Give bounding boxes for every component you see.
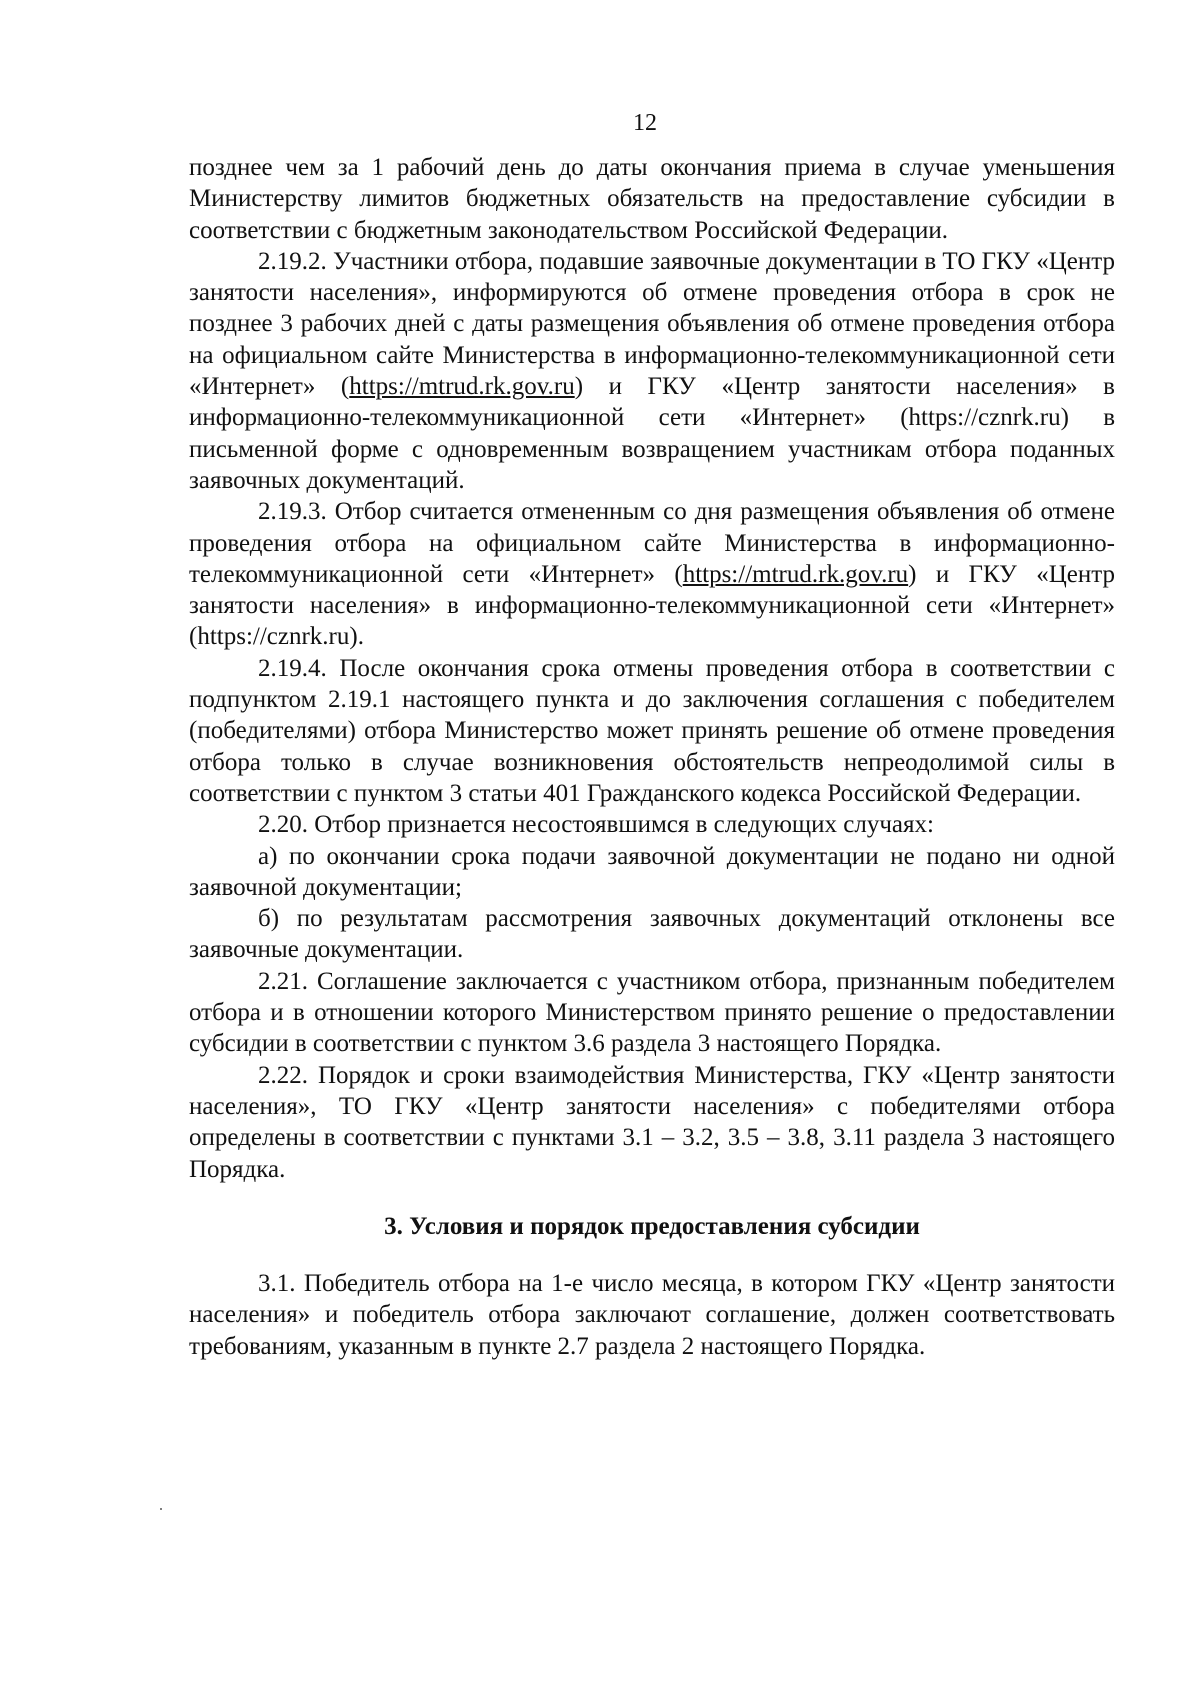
paragraph-2-22: 2.22. Порядок и сроки взаимодействия Министерства, ГКУ «Центр занятости населения», ТО ГКУ «Центр занятости населения» с победителями отбора определены в соответствии с пунктами 3.1 – 3.2, 3.5 – 3.8, 3.11 раздела 3 настоящего Порядка.	[189, 1061, 1115, 1183]
paragraph-2-20: 2.20. Отбор признается несостоявшимся в следующих случаях:	[258, 811, 934, 839]
paragraph-2-19-3	[189, 496, 1115, 652]
section-heading: 3. Условия и порядок предоставления субсидии	[384, 1212, 920, 1240]
document-body	[189, 152, 1115, 1362]
paragraph-3-1: 3.1. Победитель отбора на 1-е число месяца, в котором ГКУ «Центр занятости населения» и победитель отбора заключают соглашение, должен соответствовать требованиям, указанным в пункте 2.7 раздела 2 настоящего Порядка.	[189, 1270, 1115, 1360]
paragraph-text: 2.19.3. Отбор считается отмененным со дня размещения объявления об отмене проведения отбора на официальном сайте Министерства в информационно-телекоммуникационной сети «Интернет» (	[189, 498, 1115, 588]
mtrud-link[interactable]: https://mtrud.rk.gov.ru	[682, 560, 909, 588]
paragraph-continuation: позднее чем за 1 рабочий день до даты окончания приема в случае уменьшения Министерству лимитов бюджетных обязательств на предоставление субсидии в соответствии с бюджетным законодательством Российской Федерации.	[189, 154, 1115, 244]
paragraph-text: ) и ГКУ «Центр занятости населения» в информационно-телекоммуникационной сети «Интернет» (https://cznrk.ru) в письменной форме с одновременным возвращением участникам отбора поданных заявочных документаций.	[189, 373, 1115, 494]
paragraph-2-21: 2.21. Соглашение заключается с участником отбора, признанным победителем отбора и в отношении которого Министерством принято решение о предоставлении субсидии в соответствии с пунктом 3.6 раздела 3 настоящего Порядка.	[189, 967, 1115, 1058]
paragraph-2-20-a: а) по окончании срока подачи заявочной документации не подано ни одной заявочной документации;	[189, 842, 1115, 901]
mtrud-link[interactable]: https://mtrud.rk.gov.ru	[349, 373, 575, 401]
paragraph-text: ) и ГКУ «Центр занятости населения» в информационно-телекоммуникационной сети «Интернет» (https://cznrk.ru).	[189, 560, 1115, 651]
scan-speck	[160, 1508, 162, 1510]
page-number: 12	[633, 110, 657, 136]
paragraph-2-19-4: 2.19.4. После окончания срока отмены проведения отбора в соответствии с подпунктом 2.19.1 настоящего пункта и до заключения соглашения с победителем (победителями) отбора Министерство может принять решение об отмене проведения отбора только в случае возникновения обстоятельств непреодолимой силы в соответствии с пунктом 3 статьи 401 Гражданского кодекса Российской Федерации.	[189, 654, 1115, 807]
paragraph-2-20-b: б) по результатам рассмотрения заявочных документаций отклонены все заявочные документации.	[189, 905, 1115, 964]
paragraph-text: 2.19.2. Участники отбора, подавшие заявочные документации в ТО ГКУ «Центр занятости населения», информируются об отмене проведения отбора в срок не позднее 3 рабочих дней с даты размещения объявления об отмене проведения отбора на официальном сайте Министерства в информационно-телекоммуникационной сети «Интернет» (	[189, 247, 1115, 401]
paragraph-2-19-2	[189, 246, 1115, 496]
